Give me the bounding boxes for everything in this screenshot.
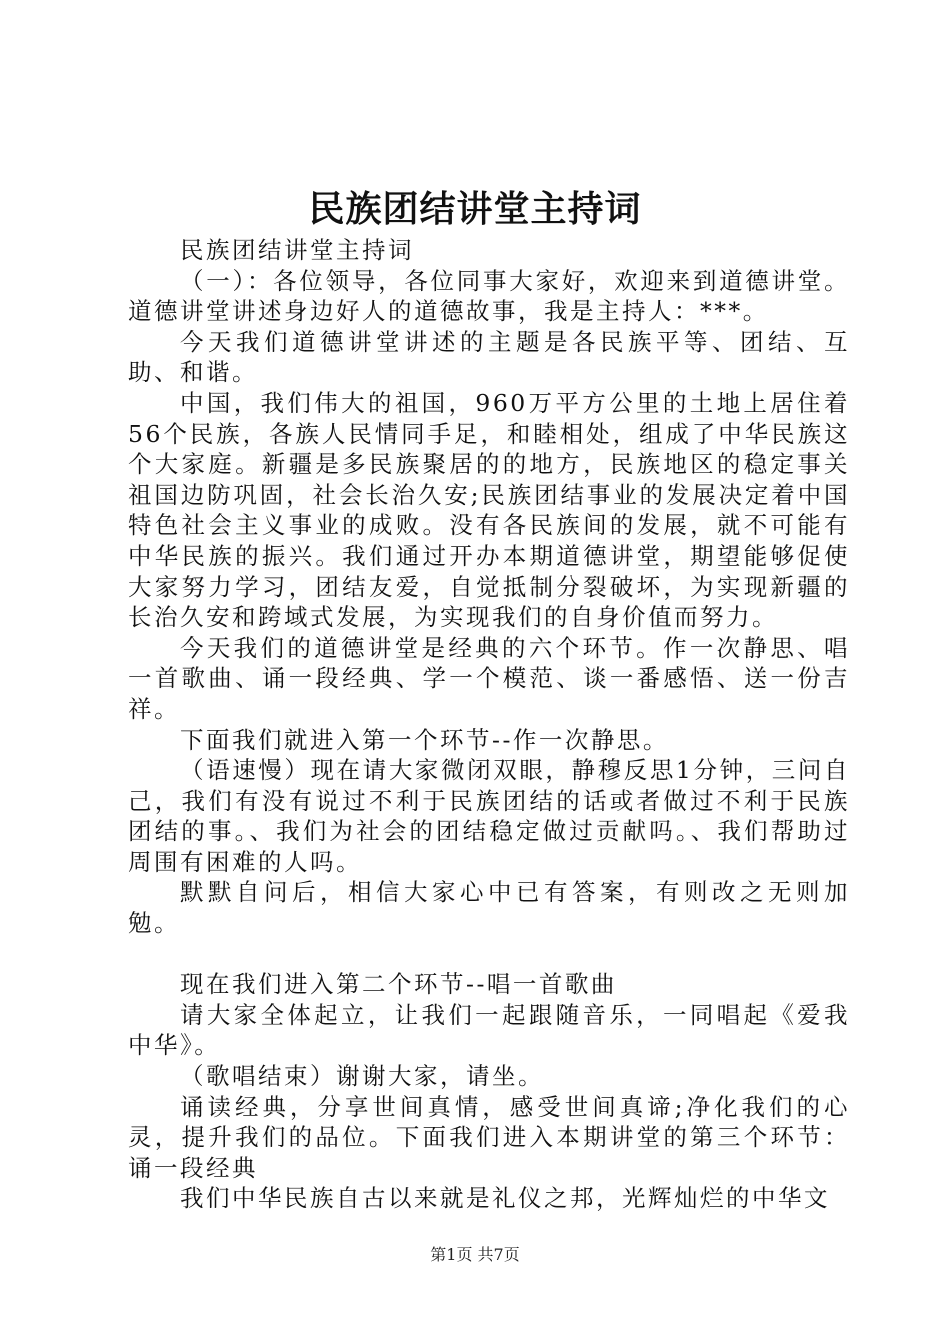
paragraph: 请大家全体起立，让我们一起跟随音乐，一同唱起《爱我中华》。: [128, 1000, 850, 1060]
paragraph: （语速慢）现在请大家微闭双眼，静穆反思1分钟，三问自己，我们有没有说过不利于民族团结的话或者做过不利于民族团结的事。、我们为社会的团结稳定做过贡献吗。、我们帮助过周围有困难的人吗。: [128, 756, 850, 876]
paragraph: 民族团结讲堂主持词: [180, 236, 414, 264]
paragraph: 今天我们的道德讲堂是经典的六个环节。作一次静思、唱一首歌曲、诵一段经典、学一个模范、谈一番感悟、送一份吉祥。: [128, 633, 850, 723]
paragraph-gap: [128, 939, 850, 970]
paragraph: 诵读经典，分享世间真情，感受世间真谛;净化我们的心灵，提升我们的品位。下面我们进入本期讲堂的第三个环节：诵一段经典: [128, 1092, 850, 1182]
paragraph: 下面我们就进入第一个环节--作一次静思。: [180, 725, 669, 754]
paragraph: 现在我们进入第二个环节--唱一首歌曲: [180, 970, 617, 999]
page-footer: 第1页 共7页: [430, 1245, 520, 1264]
document-body: [128, 235, 850, 1214]
paragraph: 我们中华民族自古以来就是礼仪之邦，光辉灿烂的中华文: [180, 1184, 830, 1213]
paragraph: 默默自问后，相信大家心中已有答案，有则改之无则加勉。: [128, 878, 850, 938]
document-title: 民族团结讲堂主持词: [308, 188, 642, 230]
paragraph: 中国，我们伟大的祖国，960万平方公里的土地上居住着56个民族，各族人民情同手足，和睦相处，组成了中华民族这个大家庭。新疆是多民族聚居的的地方，民族地区的稳定事关祖国边防巩固，社会长治久安;民族团结事业的发展决定着中国特色社会主义事业的成败。没有各民族间的发展，就不可能有中华民族的振兴。我们通过开办本期道德讲堂，期望能够促使大家努力学习，团结友爱，自觉抵制分裂破坏，为实现新疆的长治久安和跨域式发展，为实现我们的自身价值而努力。: [128, 388, 850, 632]
paragraph: （一）：各位领导，各位同事大家好，欢迎来到道德讲堂。道德讲堂讲述身边好人的道德故事，我是主持人：***。: [128, 266, 850, 326]
paragraph: （歌唱结束）谢谢大家，请坐。: [180, 1062, 544, 1091]
paragraph: 今天我们道德讲堂讲述的主题是各民族平等、团结、互助、和谐。: [128, 327, 850, 387]
